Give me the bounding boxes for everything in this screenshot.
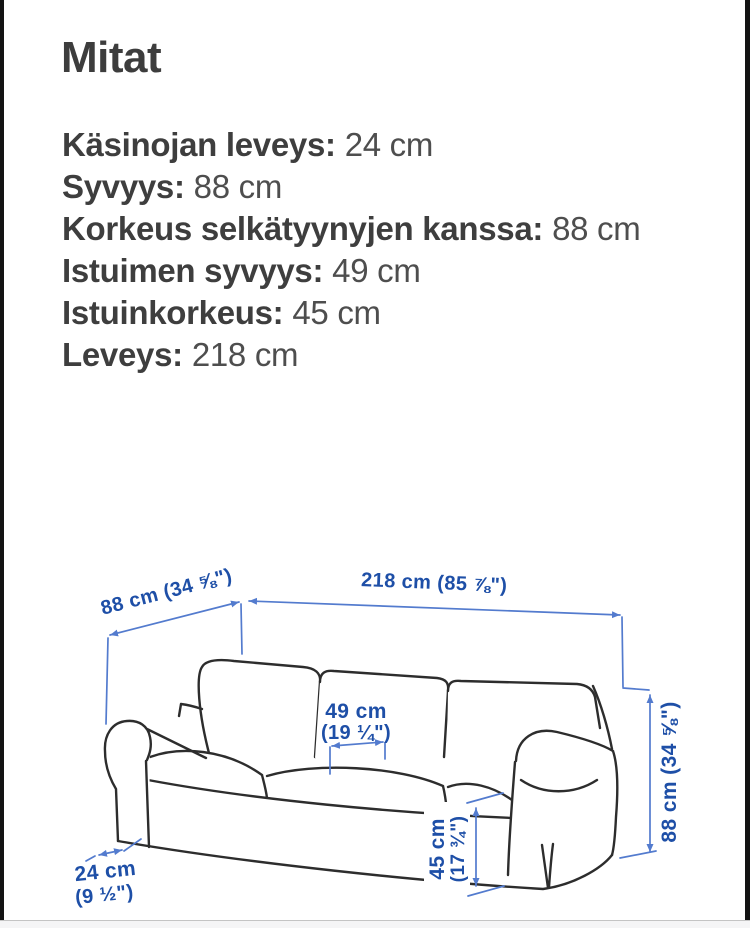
measurement-value: 218 cm [191, 336, 299, 373]
measurement-label: Käsinojan leveys: [62, 126, 336, 163]
measurement-label: Leveys: [62, 336, 183, 373]
measurement-row [62, 166, 640, 208]
measurement-list [62, 124, 640, 376]
measurement-value: 88 cm [552, 210, 641, 247]
measurement-row [62, 250, 640, 292]
measurement-label: Istuinkorkeus: [62, 294, 284, 331]
measurement-row [62, 334, 640, 376]
measurement-value: 88 cm [193, 168, 283, 205]
height-dimension-label: 88 cm (34 ⅝") [658, 701, 681, 843]
measurement-row [62, 292, 640, 334]
depth-dimension-label: 88 cm (34 ⅝") [98, 564, 235, 620]
bottom-divider [0, 920, 750, 928]
measurement-row [62, 208, 640, 250]
measurement-value: 24 cm [344, 126, 434, 163]
measurement-label: Korkeus selkätyynyjen kanssa: [62, 210, 544, 247]
measurement-row [62, 124, 640, 166]
measurement-label: Istuimen syvyys: [62, 252, 324, 289]
measurement-label: Syvyys: [62, 168, 185, 205]
seat-height-label-line1: 45 cm [426, 818, 449, 880]
measurement-value: 49 cm [332, 252, 421, 289]
armrest-label-line1: 24 cm [73, 856, 138, 887]
page-title: Mitat [61, 33, 162, 82]
width-dimension-label: 218 cm (85 ⅞") [360, 569, 508, 597]
sofa-illustration [105, 660, 617, 889]
sofa-dimension-diagram [0, 552, 750, 928]
armrest-label-line2: (9 ½") [74, 881, 135, 910]
measurement-value: 45 cm [292, 294, 381, 331]
seat-depth-label-line2: (19 ¼") [320, 722, 392, 744]
seat-depth-label-line1: 49 cm [325, 700, 387, 723]
seat-height-label-line2: (17 ¾") [448, 815, 469, 883]
